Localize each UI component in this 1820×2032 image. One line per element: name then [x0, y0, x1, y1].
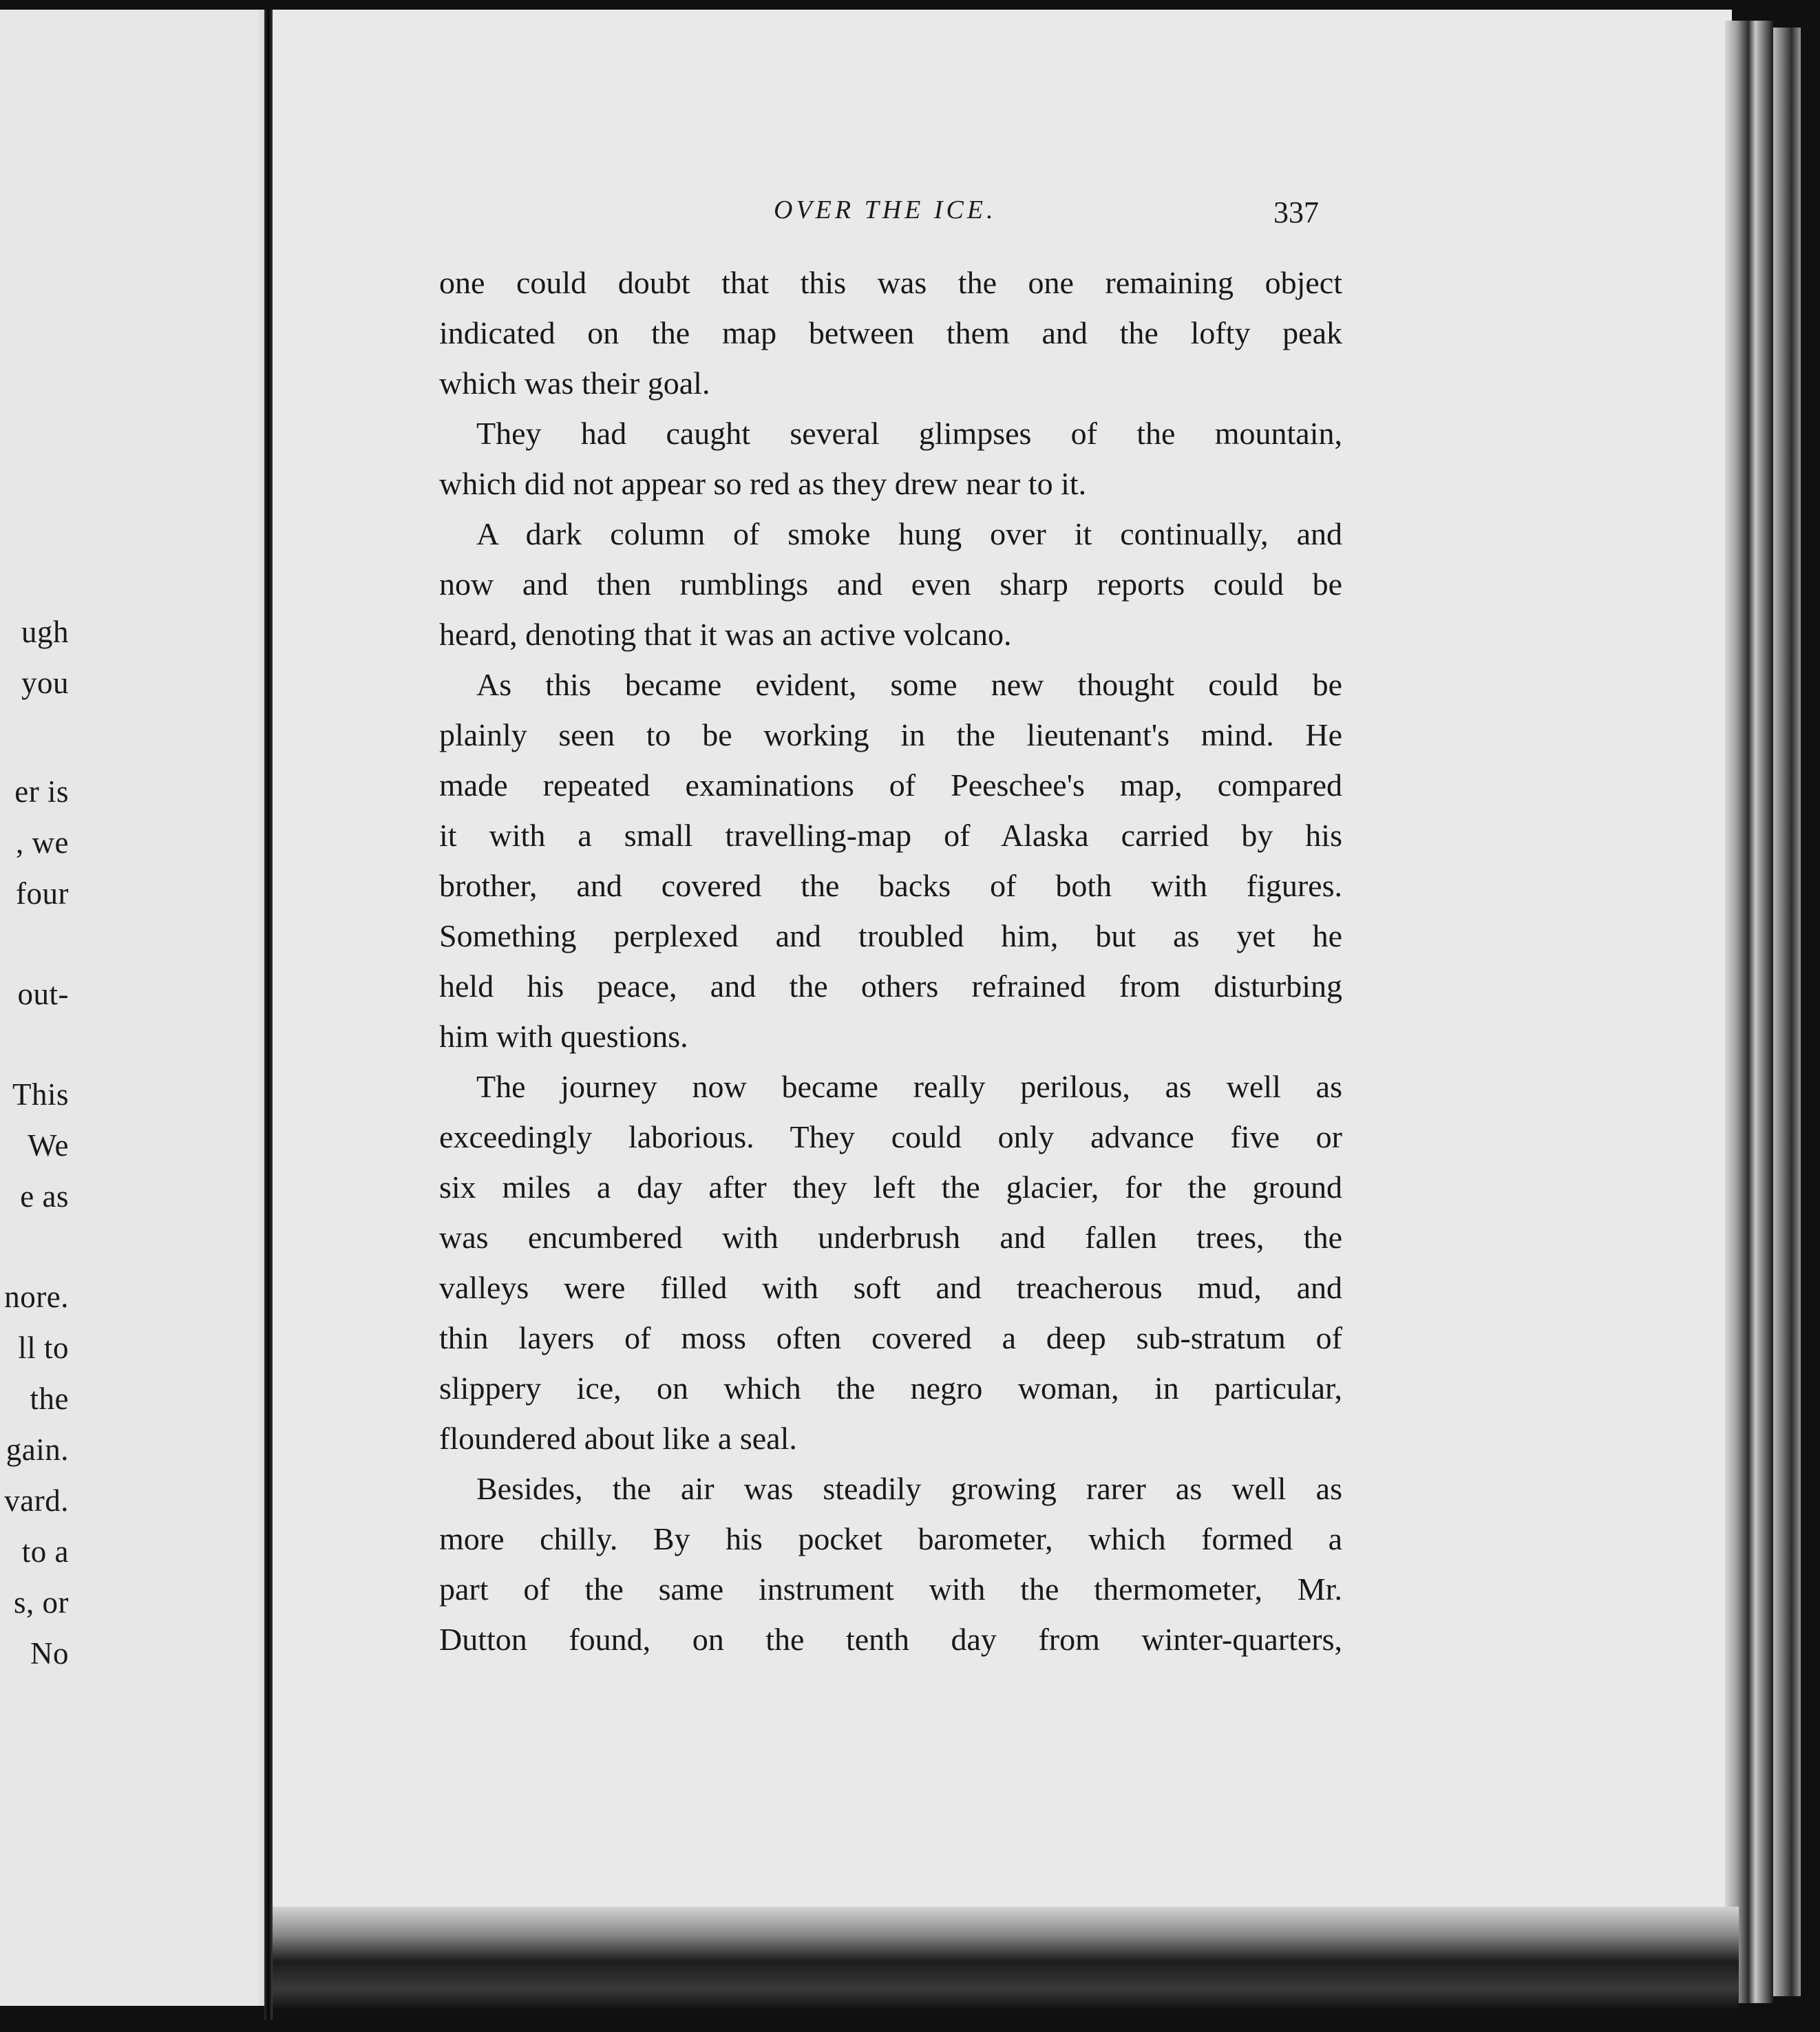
text-line: him with questions. — [439, 1019, 688, 1054]
text-line: thin layers of moss often covered a deep sub-stratum of — [439, 1320, 1342, 1355]
fragment-line: to a — [21, 1534, 69, 1569]
text-line: slippery ice, on which the negro woman, in particular, — [439, 1370, 1342, 1406]
text-line: plainly seen to be working in the lieutenant's mind. He — [439, 717, 1342, 752]
fragment-line: ugh — [21, 615, 69, 649]
text-line: As this became evident, some new thought could be — [476, 667, 1342, 702]
fragment-line: four — [16, 876, 69, 911]
text-line: was encumbered with underbrush and fallen trees, the — [439, 1220, 1342, 1255]
fragment-line: gain. — [6, 1432, 69, 1467]
text-line: floundered about like a seal. — [439, 1421, 797, 1456]
running-head: OVER THE ICE. — [774, 195, 997, 224]
text-line: A dark column of smoke hung over it continually, and — [476, 516, 1342, 551]
fragment-line: out- — [17, 977, 69, 1011]
page-edge-right — [1725, 21, 1773, 2003]
text-line: Something perplexed and troubled him, but as yet he — [439, 918, 1342, 953]
text-line: made repeated examinations of Peeschee's map, compared — [439, 768, 1342, 803]
text-line: part of the same instrument with the thermometer, Mr. — [439, 1571, 1342, 1607]
fragment-line: you — [21, 666, 69, 700]
fragment-line: ll to — [18, 1331, 69, 1365]
text-line: The journey now became really perilous, as well as — [476, 1069, 1342, 1104]
book-cover-edge — [1773, 28, 1801, 1996]
text-line: which was their goal. — [439, 366, 710, 401]
page-edge-bottom — [273, 1907, 1739, 2010]
fragment-line: , we — [16, 825, 69, 860]
text-line: Dutton found, on the tenth day from winter-quarters, — [439, 1622, 1342, 1657]
text-line: it with a small travelling-map of Alaska carried by his — [439, 818, 1342, 853]
fragment-line: e as — [20, 1179, 69, 1214]
text-line: six miles a day after they left the glacier, for the ground — [439, 1170, 1342, 1205]
text-line: They had caught several glimpses of the mountain, — [476, 416, 1342, 451]
text-line: now and then rumblings and even sharp reports could be — [439, 567, 1342, 602]
text-line: which did not appear so red as they drew near to it. — [439, 466, 1087, 501]
fragment-line: nore. — [4, 1280, 69, 1314]
text-line: Besides, the air was steadily growing rarer as well as — [476, 1471, 1342, 1506]
text-line: indicated on the map between them and the lofty peak — [439, 315, 1342, 350]
fragment-line: the — [30, 1382, 69, 1416]
text-line: more chilly. By his pocket barometer, which formed a — [439, 1521, 1342, 1556]
text-line: heard, denoting that it was an active volcano. — [439, 617, 1012, 652]
page-number: 337 — [1273, 195, 1319, 229]
fragment-line: vard. — [4, 1483, 69, 1518]
book-gutter — [264, 10, 273, 2020]
text-line: valleys were filled with soft and treacherous mud, and — [439, 1270, 1342, 1305]
text-line: brother, and covered the backs of both with figures. — [439, 868, 1342, 903]
fragment-line: This — [12, 1077, 69, 1112]
text-line: exceedingly laborious. They could only advance five or — [439, 1119, 1342, 1154]
facing-page-left — [0, 10, 270, 2006]
fragment-line: er is — [14, 774, 69, 809]
fragment-line: We — [28, 1128, 69, 1163]
text-line: one could doubt that this was the one remaining object — [439, 265, 1342, 300]
text-line: held his peace, and the others refrained from disturbing — [439, 969, 1342, 1004]
fragment-line: No — [30, 1636, 69, 1671]
fragment-line: s, or — [14, 1585, 69, 1620]
